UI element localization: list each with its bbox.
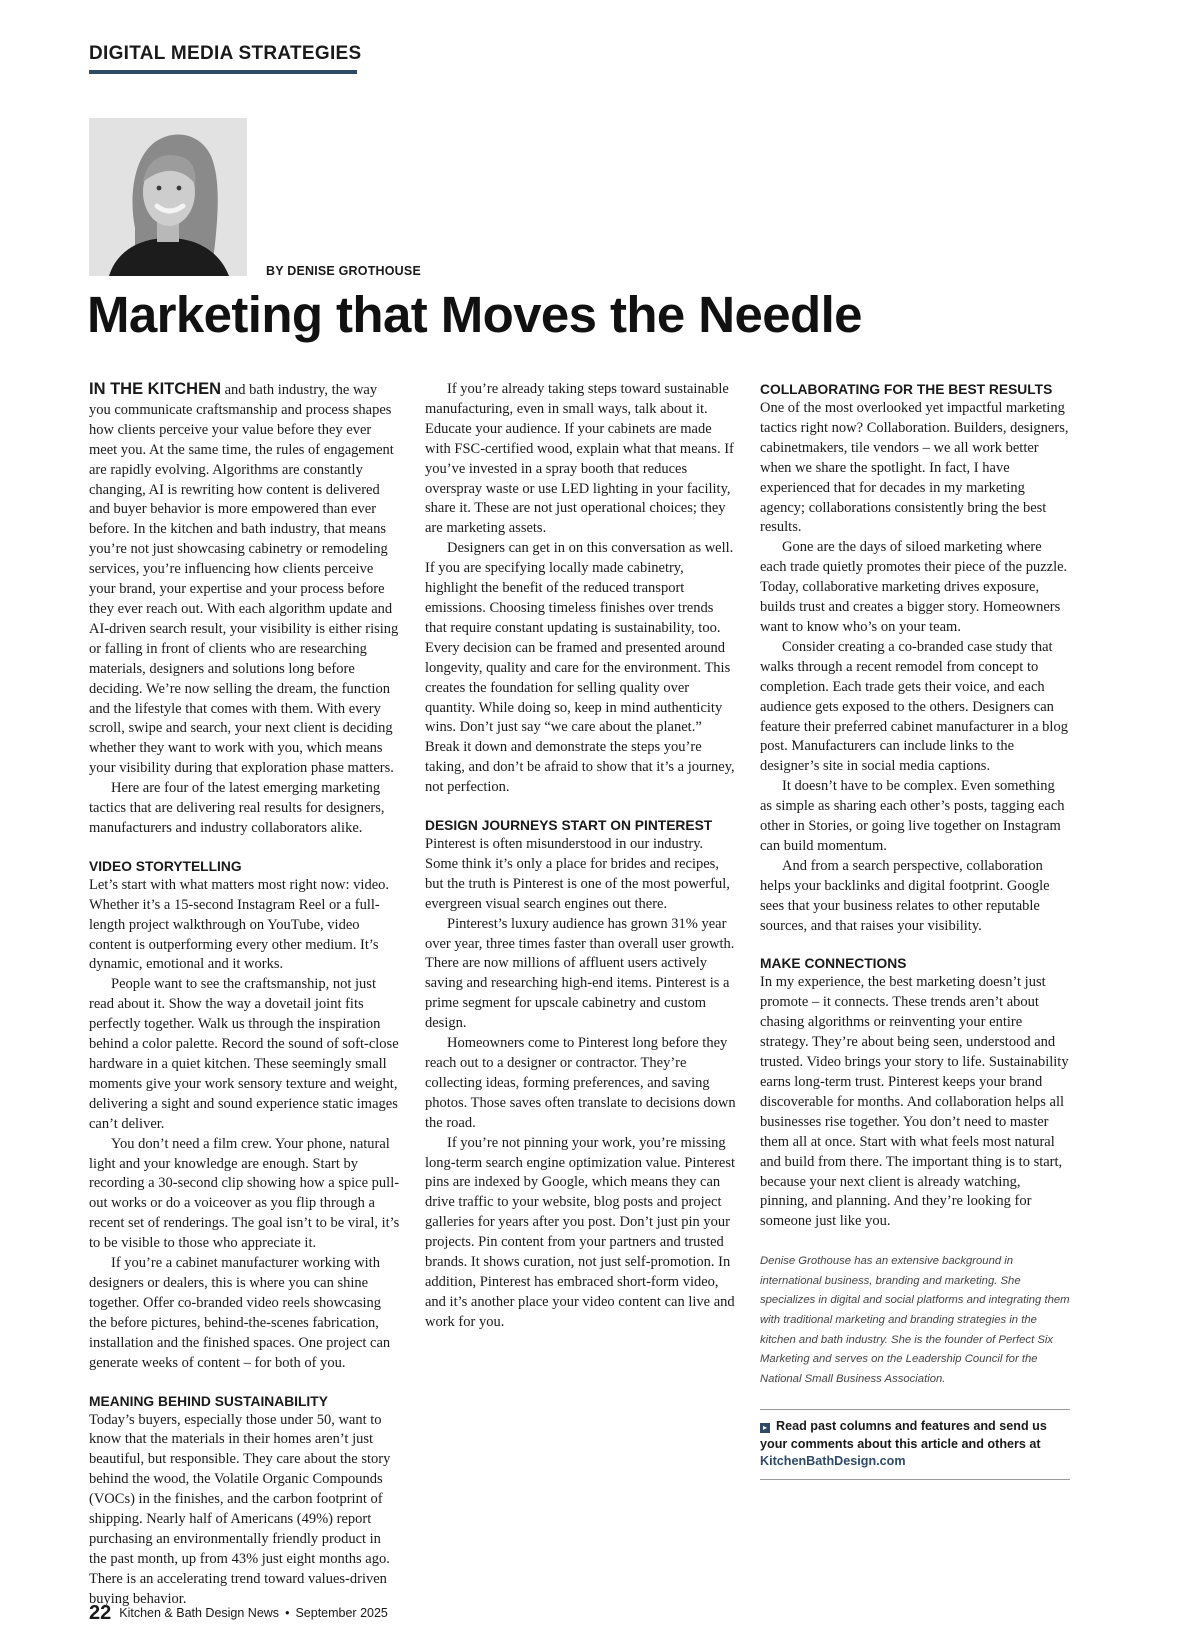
page-number: 22 — [89, 1602, 112, 1624]
subhead-make-connections: MAKE CONNECTIONS — [760, 956, 907, 972]
page-footer — [89, 1602, 388, 1625]
paragraph: You don’t need a film crew. Your phone, natural light and your knowledge are enough. Start by recording a 30-second clip showing how a spice pull-out works or do a voiceover as you flip through a recent set of renderings. The goal isn’t to be viral, it’s to be visible to those who appreciate it. — [89, 1135, 400, 1252]
issue-date: September 2025 — [295, 1606, 388, 1620]
article-column-2 — [425, 380, 737, 1333]
subhead-sustainability: MEANING BEHIND SUSTAINABILITY — [89, 1393, 328, 1409]
byline: BY DENISE GROTHOUSE — [266, 264, 421, 278]
paragraph: Gone are the days of siloed marketing where each trade quietly promotes their piece of the puzzle. Today, collaborative marketing drives exposure, builds trust and creates a bigger story. Homeowners want to know who’s on your team. — [760, 539, 1068, 635]
subhead-pinterest: DESIGN JOURNEYS START ON PINTEREST — [425, 818, 713, 834]
footer-separator: • — [285, 1606, 290, 1620]
section-rule — [89, 70, 357, 74]
paragraph: And from a search perspective, collaboration helps your backlinks and digital footprint. Google sees that your business relates to other reputable sources, and that raises your visibility. — [760, 857, 1050, 934]
paragraph: Consider creating a co-branded case study that walks through a recent remodel from concept to completion. Each trade gets their voice, and each audience gets exposed to the others. Designers can feature their preferred cabinet manufacturer in a blog post. Manufacturers can include links to the designer’s site in social media captions. — [760, 638, 1068, 775]
paragraph: Pinterest is often misunderstood in our industry. Some think it’s only a place for brides and recipes, but the truth is Pinterest is one of the most powerful, evergreen visual search engines out there. — [425, 836, 730, 912]
paragraph: Here are four of the latest emerging marketing tactics that are delivering real results for designers, manufacturers and industry collaborators alike. — [89, 780, 385, 836]
subhead-collaborating: COLLABORATING FOR THE BEST RESULTS — [760, 382, 1053, 397]
paragraph: People want to see the craftsmanship, not just read about it. Show the way a dovetail joint fits perfectly together. Walk us through the inspiration behind a color palette. Record the sound of soft-close hardware in a quiet kitchen. These seemingly small moments give your work sensory texture and weight, delivering a sight and sound experience static images can’t deliver. — [89, 976, 399, 1132]
section-label: DIGITAL MEDIA STRATEGIES — [89, 43, 362, 64]
paragraph: Let’s start with what matters most right now: video. Whether it’s a 15-second Instagram Reel or a full-length project walkthrough on YouTube, video content is outperforming every other medium. It’s dynamic, emotional and it works. — [89, 876, 390, 973]
article-column-1 — [89, 380, 401, 1610]
intro-paragraph: IN THE KITCHEN and bath industry, the way you communicate craftsmanship and process shapes how clients perceive your value before they ever meet you. At the same time, the rules of engagement are rapidly evolving. Algorithms are constantly changing, AI is rewriting how content is delivered and buyer behavior is more empowered than ever before. In the kitchen and bath industry, that means you’re not just showcasing cabinetry or remodeling services, you’re influencing how clients perceive your brand, your expertise and your process before they ever reach out. With each algorithm update and AI-driven search result, your visibility is either rising or falling in front of clients who are researching materials, designers and solutions long before deciding. We’re now selling the dream, the function and the lifestyle that comes with them. With every scroll, swipe and search, your next client is deciding whether they want to work with you, which means your visibility during that exploration phase matters. — [89, 380, 399, 777]
paragraph: If you’re a cabinet manufacturer working with designers or dealers, this is where you can shine together. Offer co-branded video reels showcasing the before pictures, behind-the-scenes fabrication, installation and the finished spaces. One project can generate weeks of content – for both of you. — [89, 1255, 391, 1371]
author-photo — [89, 118, 247, 276]
paragraph: Today’s buyers, especially those under 50, want to know that the materials in their homes aren’t just beautiful, but responsible. They care about the story behind the wood, the Volatile Organic Compounds (VOCs) in the finishes, and the carbon footprint of shipping. Nearly half of Americans (49%) report purchasing an environmentally friendly product in the past month, up from 43% just eight months ago. There is an accelerating trend toward values-driven buying behavior. — [89, 1411, 391, 1607]
publication-name: Kitchen & Bath Design News — [119, 1606, 280, 1620]
paragraph: If you’re not pinning your work, you’re missing long-term search engine optimization value. Pinterest pins are indexed by Google, which means they can drive traffic to your website, blog posts and project galleries for years after you post. Don’t just pin your projects. Pin content from your partners and trusted brands. It shows curation, not just self-promotion. In addition, Pinterest has embraced short-form video, and it’s another place your video content can live and work for you. — [425, 1134, 736, 1330]
arrow-icon: ▸ — [760, 1423, 770, 1433]
subhead-video-storytelling: VIDEO STORYTELLING — [89, 858, 242, 874]
divider — [760, 1479, 1070, 1480]
lead-in: IN THE KITCHEN — [89, 380, 221, 398]
paragraph: If you’re already taking steps toward sustainable manufacturing, even in small ways, talk about it. Educate your audience. If your cabinets are made with FSC-certified wood, explain what that means. If you’ve invested in a spray booth that reduces overspray waste or use LED lighting in your facility, share it. These are not just operational choices; they are marketing assets. — [425, 381, 734, 537]
callout-box — [760, 1410, 1070, 1479]
paragraph: One of the most overlooked yet impactful marketing tactics right now? Collaboration. Builders, designers, cabinetmakers, tile vendors – we all work better when we share the spotlight. In fact, I have experienced that for decades in my marketing agency; collaborations consistently bring the best results. — [760, 400, 1069, 536]
paragraph: Homeowners come to Pinterest long before they reach out to a designer or contractor. They’re collecting ideas, forming preferences, and saving photos. Those saves often translate to decisions down the road. — [425, 1035, 736, 1131]
headline: Marketing that Moves the Needle — [87, 286, 862, 343]
paragraph: It doesn’t have to be complex. Even something as simple as sharing each other’s posts, tagging each other in Stories, or going live together on Instagram can build momentum. — [760, 778, 1065, 854]
paragraph: Designers can get in on this conversation as well. If you are specifying locally made cabinetry, highlight the benefit of the reduced transport emissions. Choosing timeless finishes over trends that require constant updating is sustainability, too. Every decision can be framed and presented around longevity, quality and care for the environment. This creates the foundation for selling quality over quantity. While doing so, keep in mind authenticity wins. Don’t just say “we care about the planet.” Break it down and demonstrate the steps you’re taking, and don’t be afraid to show that it’s a journey, not perfection. — [425, 540, 735, 796]
website-link[interactable]: KitchenBathDesign.com — [760, 1454, 906, 1469]
paragraph: In my experience, the best marketing doesn’t just promote – it connects. These trends aren’t about chasing algorithms or reinventing your entire strategy. They’re about being seen, understood and trusted. Video brings your story to life. Sustainability earns long-term trust. Pinterest keeps your brand discoverable for months. And collaboration helps all businesses rise together. You don’t need to master them all at once. Start with what feels most natural and build from there. The important thing is to start, because your next client is already watching, pinning, and planning. And they’re looking for someone just like you. — [760, 974, 1069, 1230]
article-column-3 — [760, 380, 1070, 1480]
paragraph: Pinterest’s luxury audience has grown 31% year over year, three times faster than overall user growth. There are now millions of affluent users actively saving and researching high-end items. Pinterest is a prime segment for upscale cabinetry and custom design. — [425, 915, 735, 1032]
author-bio: Denise Grothouse has an extensive background in international business, branding and marketing. She specializes in digital and social platforms and integrating them with traditional marketing and branding strategies in the kitchen and bath industry. She is the founder of Perfect Six Marketing and serves on the Leadership Council for the National Small Business Association. — [760, 1255, 1070, 1385]
callout-text: Read past columns and features and send us your comments about this article and others at — [760, 1419, 1047, 1451]
